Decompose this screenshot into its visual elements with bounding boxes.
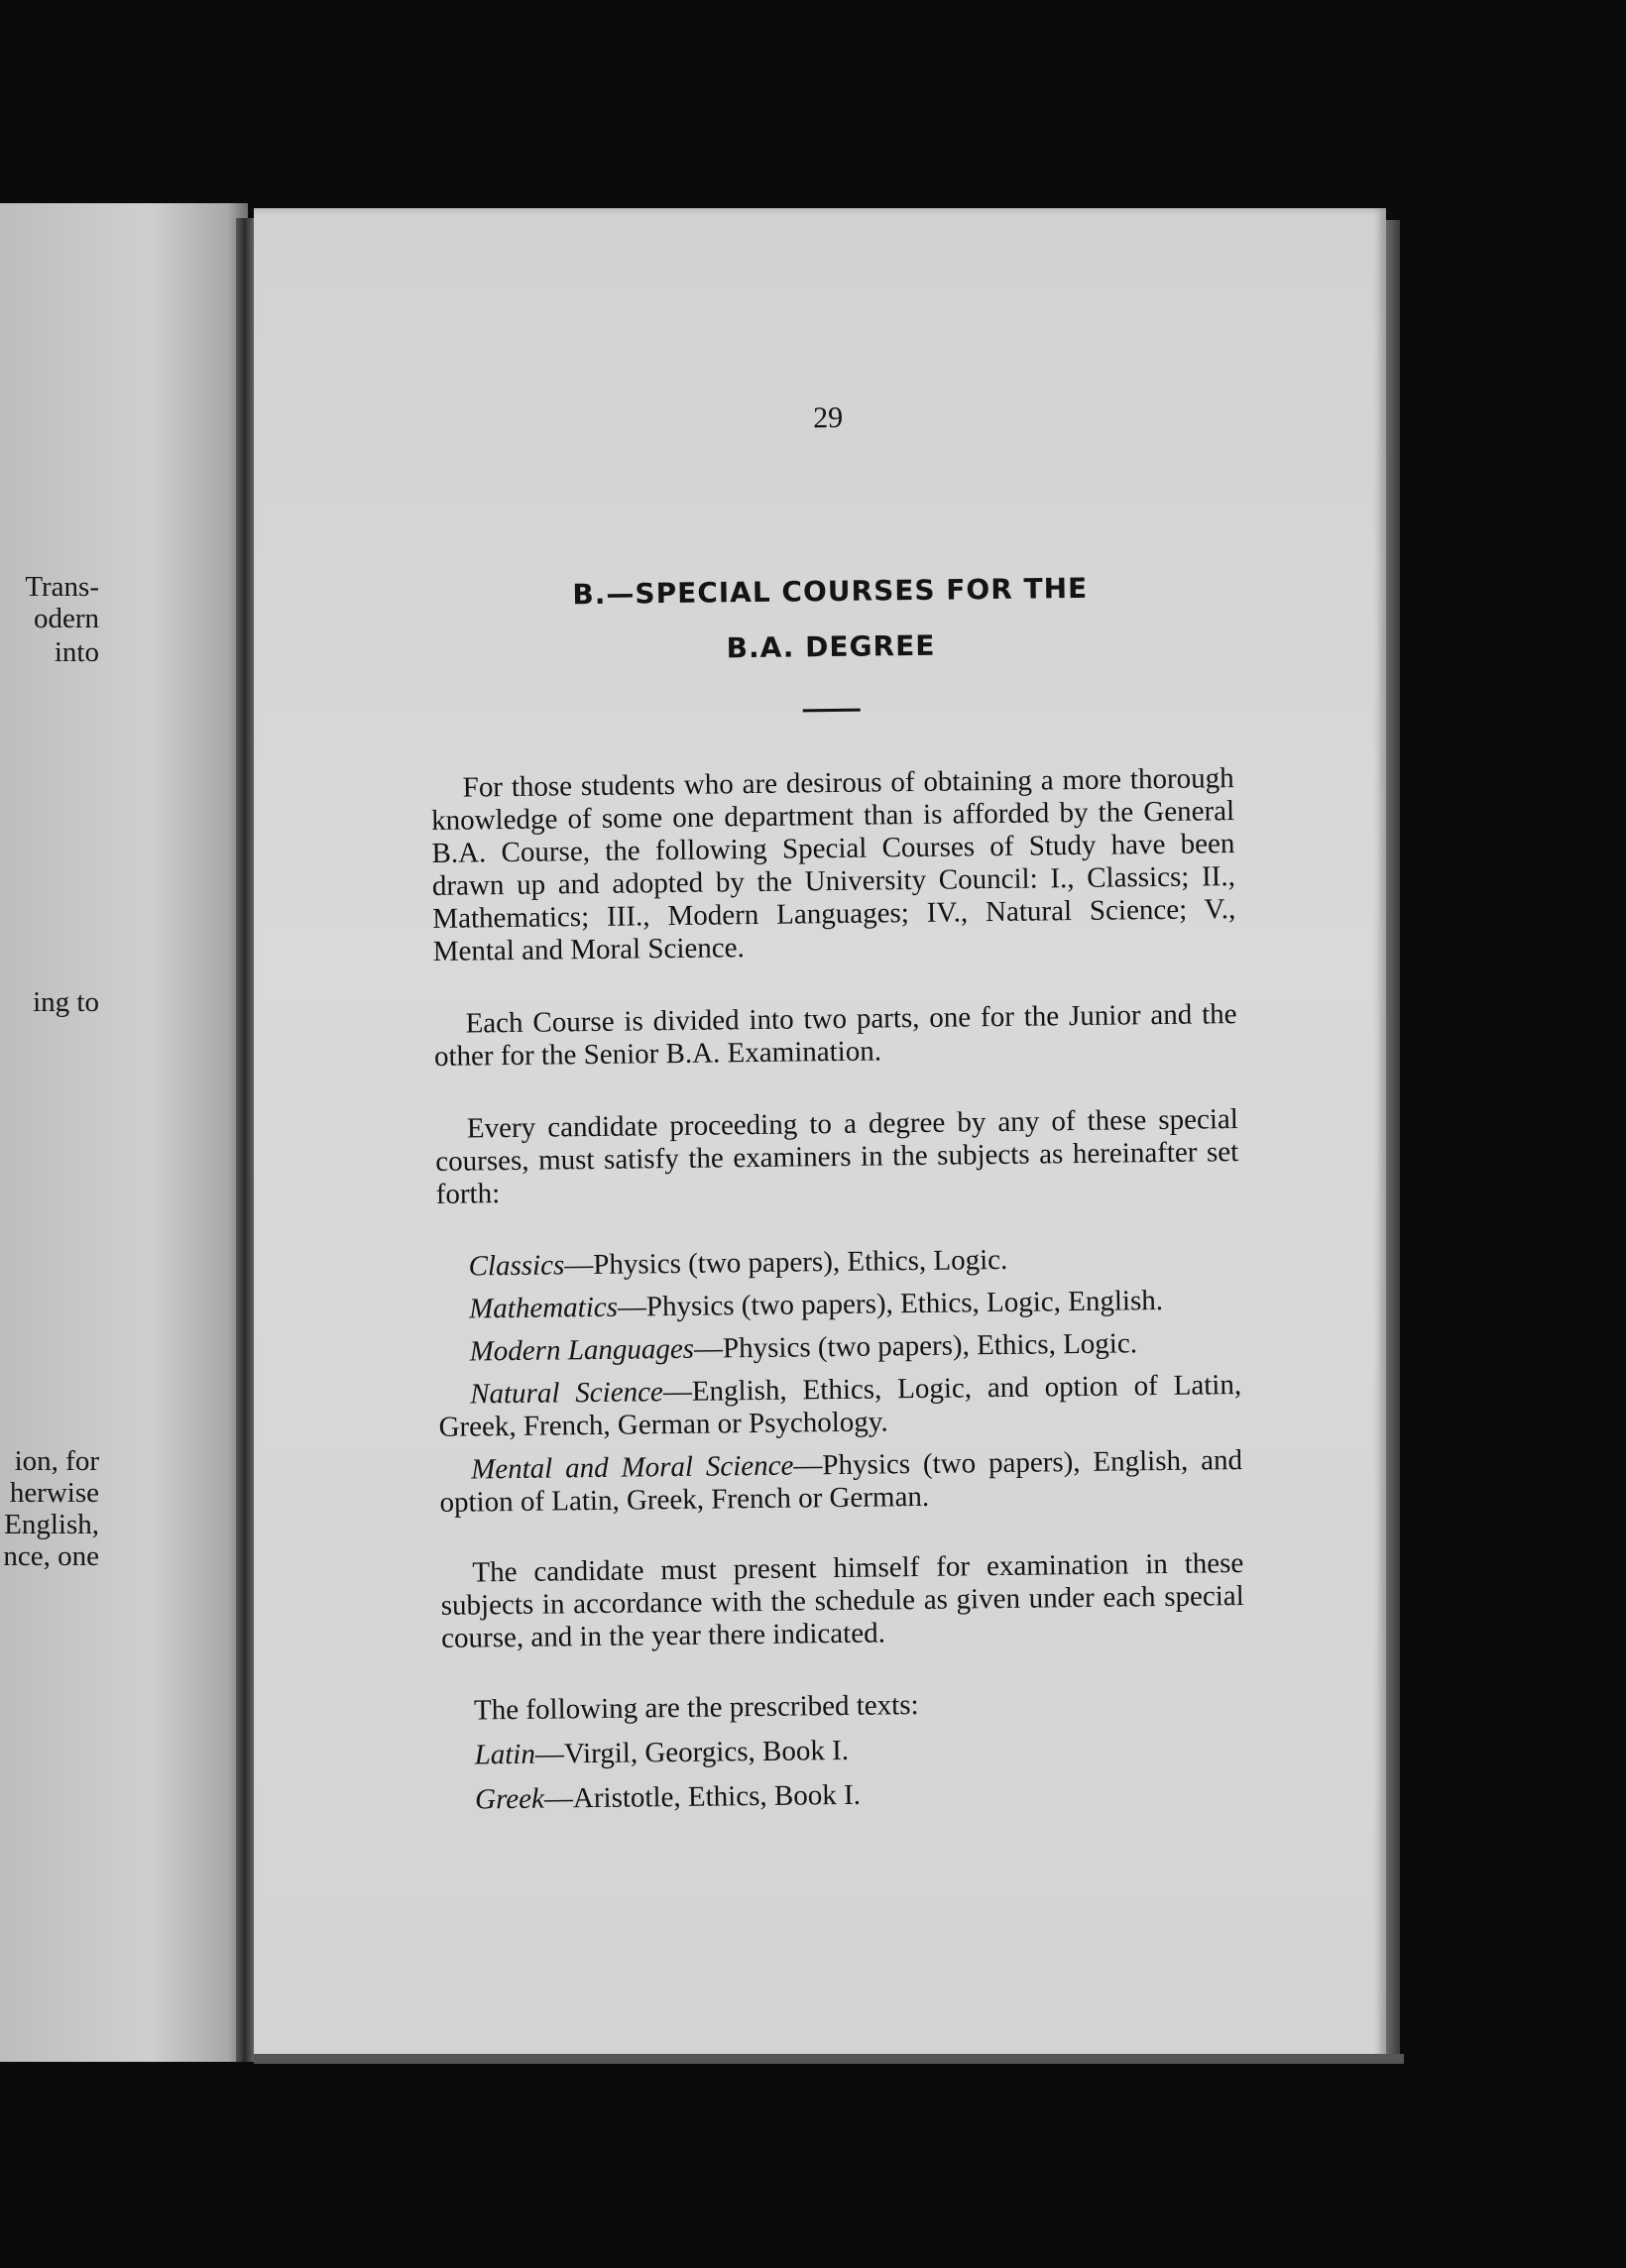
course-item	[437, 1326, 1240, 1369]
course-item	[436, 1241, 1239, 1284]
intro-paragraph: For those students who are desirous of obtaining a more thorough knowledge of some one department than is afforded by the General B.A. Course, the following Special Courses of Study have been drawn up and adopted by the University Council: I., Classics; II., Mathematics; III., Modern Languages; IV., Natural Science; V., Mental and Moral Science.	[430, 762, 1236, 967]
heading-line-1: B.—SPECIAL COURSES FOR THE	[572, 571, 1089, 612]
left-page-line: nce, one	[3, 1540, 99, 1572]
left-page-line: English,	[4, 1509, 99, 1540]
requirement-paragraph: Every candidate proceeding to a degree by any of these special courses, must satisfy the examiners in the subjects as hereinafter set forth:	[435, 1103, 1239, 1210]
course-name: Classics	[468, 1249, 565, 1283]
heading-rule	[803, 709, 861, 713]
left-page-line: herwise	[9, 1477, 99, 1509]
text-title: —Virgil, Georgics, Book I.	[534, 1734, 850, 1770]
course-name: Mathematics	[468, 1291, 619, 1325]
course-name: Mental and Moral Science	[470, 1449, 794, 1486]
course-subjects: —Physics (two papers), Ethics, Logic.	[564, 1243, 1008, 1282]
page-content	[426, 397, 1246, 1829]
schedule-paragraph: The candidate must present himself for examination in these subjects in accordance with the schedule as given under each special course, and in the year there indicated.	[440, 1547, 1244, 1654]
page-bottom-edge	[254, 2054, 1404, 2064]
left-page-line: odern	[33, 603, 99, 634]
course-subjects: —Physics (two papers), Ethics, Logic, English.	[617, 1284, 1164, 1323]
parts-paragraph: Each Course is divided into two parts, one for the Junior and the other for the Senior B.A. Examination.	[433, 998, 1237, 1073]
course-item	[439, 1444, 1243, 1520]
text-language: Latin	[474, 1738, 536, 1771]
course-name: Natural Science	[469, 1376, 664, 1411]
prescribed-text	[442, 1730, 1245, 1772]
page-number: 29	[812, 400, 844, 435]
course-list	[436, 1241, 1242, 1520]
section-heading	[428, 559, 1232, 680]
texts-intro: The following are the prescribed texts:	[473, 1689, 919, 1727]
left-page	[0, 203, 248, 2062]
text-language: Greek	[474, 1782, 545, 1816]
left-page-line: ion, for	[14, 1445, 99, 1477]
prescribed-text	[443, 1774, 1246, 1817]
left-page-line: Trans-	[25, 571, 99, 603]
course-subjects: —Physics (two papers), English, and option of Latin, Greek, French or German.	[439, 1444, 1243, 1519]
course-item	[438, 1369, 1242, 1444]
course-subjects: —Physics (two papers), Ethics, Logic.	[693, 1327, 1138, 1365]
left-page-line: into	[54, 636, 99, 668]
left-page-line: ing to	[33, 986, 99, 1018]
heading-line-2: B.A. DEGREE	[726, 628, 936, 665]
course-name: Modern Languages	[469, 1332, 695, 1368]
course-subjects: —English, Ethics, Logic, and option of Latin, Greek, French, German or Psychology.	[438, 1369, 1242, 1443]
course-item	[437, 1284, 1240, 1326]
text-title: —Aristotle, Ethics, Book I.	[543, 1778, 862, 1815]
page-edge	[1386, 220, 1400, 2064]
